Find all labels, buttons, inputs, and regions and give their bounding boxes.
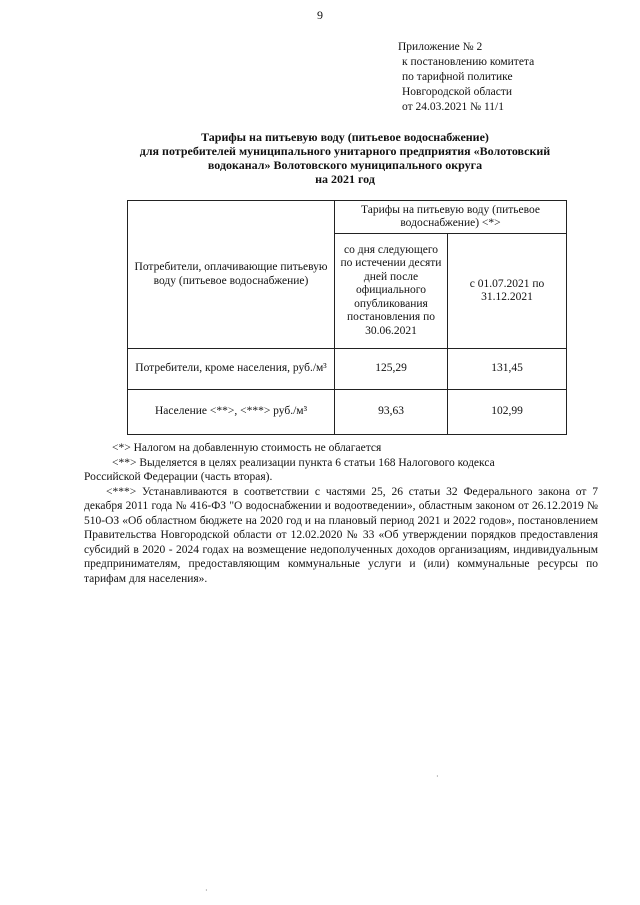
footnote-2-continuation: Российской Федерации (часть вторая). [84, 471, 273, 483]
value-cell: 93,63 [335, 390, 448, 435]
value-cell: 125,29 [335, 349, 448, 390]
table-row [128, 349, 567, 390]
appendix-line: от 24.03.2021 № 11/1 [402, 101, 504, 113]
header-tariffs: Тарифы на питьевую воду (питьевое водоснабжение) <*> [335, 201, 567, 234]
value-cell: 102,99 [448, 390, 567, 435]
page-number: 9 [317, 8, 323, 22]
appendix-line: по тарифной политике [402, 71, 513, 83]
document-title [95, 130, 595, 186]
header-consumers: Потребители, оплачивающие питьевую воду (питьевое водоснабжение) [128, 201, 335, 349]
title-line: на 2021 год [315, 172, 375, 186]
footnote-2: <**> Выделяется в целях реализации пункта 6 статьи 168 Налогового кодекса [112, 456, 495, 469]
title-line: водоканал» Волотовского муниципального округа [207, 158, 483, 172]
table-header-row [128, 201, 567, 234]
tariffs-table [127, 200, 567, 435]
value-cell: 131,45 [448, 349, 567, 390]
appendix-block [398, 40, 618, 115]
appendix-line: Приложение № 2 [398, 41, 483, 53]
consumer-cell: Население <**>, <***> руб./м³ [128, 390, 335, 435]
scan-speck: · [436, 772, 439, 781]
footnote-1: <*> Налогом на добавленную стоимость не облагается [112, 442, 382, 454]
table-row [128, 390, 567, 435]
appendix-line: к постановлению комитета [402, 56, 535, 68]
footnote-3: <***> Устанавливаются в соответствии с частями 25, 26 статьи 32 Федерального закона от 7 декабря 2011 года № 416-ФЗ "О водоснабжении и водоотведении», областным законом от 26.12.2019 № 510-ОЗ «Об областном бюджете на 2020 год и на плановый период 2021 и 2022 годов», постановлением Правительства Новгородской области от 12.02.2020 № 33 «Об утверждении порядков предоставления субсидий в 2020 - 2024 годах на возмещение недополученных доходов организациям, индивидуальным предпринимателям, предоставляющим коммунальные услуги и (или) коммунальные ресурсы по тарифам для населения». [84, 485, 598, 585]
header-period-2: с 01.07.2021 по 31.12.2021 [448, 234, 567, 349]
appendix-line: Новгородской области [402, 86, 513, 98]
header-period-1: со дня следующего по истечении десяти дней после официального опубликования постановления по 30.06.2021 [335, 234, 448, 349]
scan-speck: · [205, 886, 208, 895]
title-line: Тарифы на питьевую воду (питьевое водоснабжение) [201, 130, 489, 144]
title-line: для потребителей муниципального унитарного предприятия «Волотовский [139, 144, 551, 158]
footnotes [84, 441, 598, 586]
consumer-cell: Потребители, кроме населения, руб./м³ [128, 349, 335, 390]
